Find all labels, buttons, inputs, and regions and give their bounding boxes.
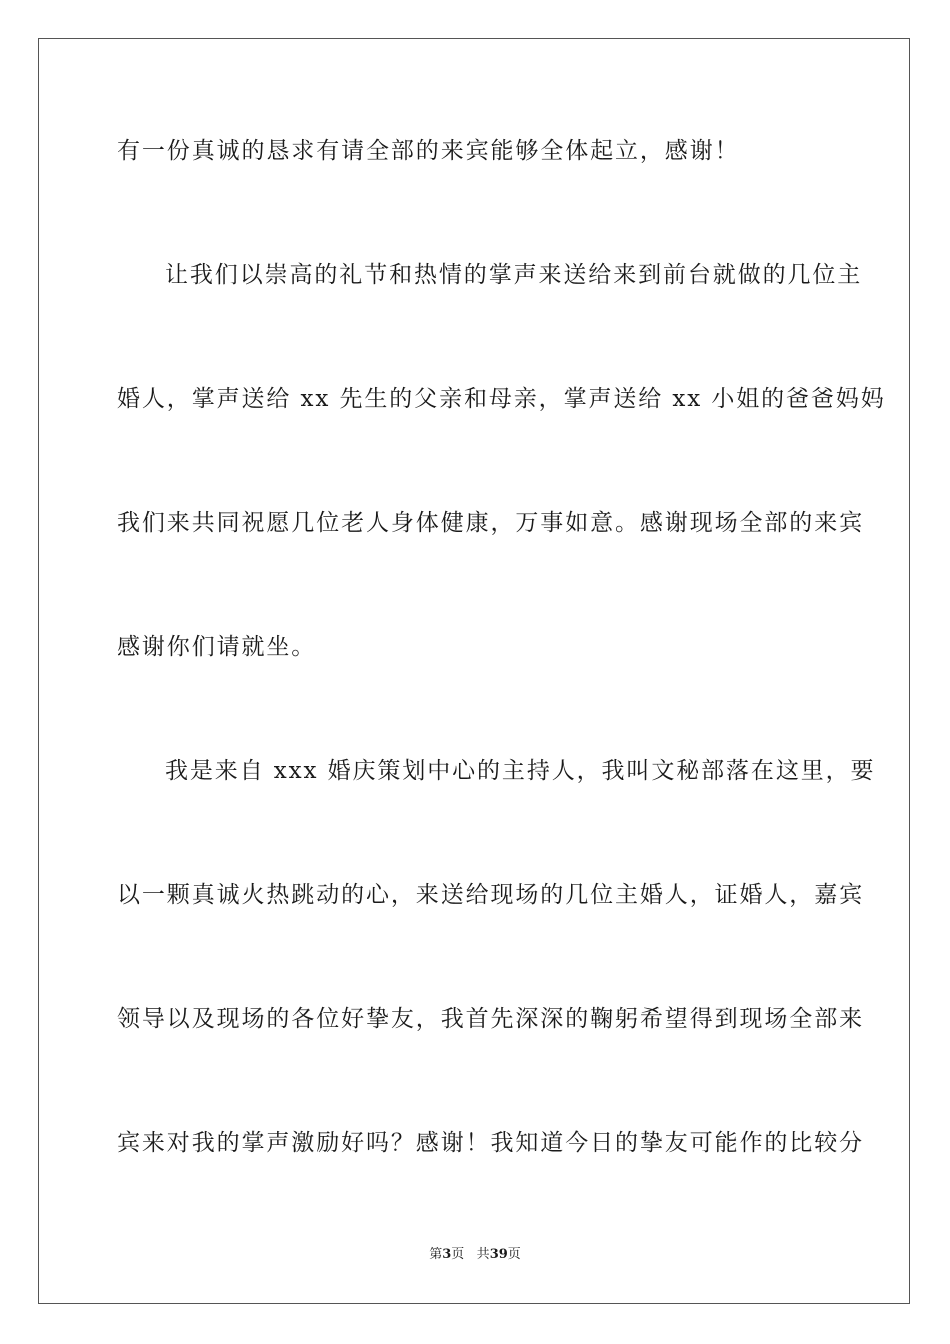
footer-page-number: 3: [442, 1247, 452, 1262]
text-line-4: 我们来共同祝愿几位老人身体健康，万事如意。感谢现场全部的来宾: [117, 510, 864, 536]
text-line-3: 婚人，掌声送给 xx 先生的父亲和母亲，掌声送给 xx 小姐的爸爸妈妈: [117, 386, 886, 412]
page-frame: [38, 38, 910, 1304]
footer-total-suffix: 页: [507, 1247, 521, 1262]
text-line-9: 宾来对我的掌声激励好吗？感谢！我知道今日的挚友可能作的比较分: [117, 1130, 864, 1156]
text-line-5: 感谢你们请就坐。: [117, 634, 317, 660]
footer-total-pages: 39: [489, 1247, 508, 1262]
text-line-6: 我是来自 xxx 婚庆策划中心的主持人，我叫文秘部落在这里，要: [165, 758, 876, 784]
footer-page-suffix: 页: [451, 1247, 465, 1262]
text-line-7: 以一颗真诚火热跳动的心，来送给现场的几位主婚人，证婚人，嘉宾: [117, 882, 864, 908]
text-line-8: 领导以及现场的各位好挚友，我首先深深的鞠躬希望得到现场全部来: [117, 1006, 864, 1032]
footer-total-prefix: 共: [476, 1247, 490, 1262]
footer-prefix: 第: [429, 1247, 443, 1262]
page-footer: [0, 1246, 950, 1264]
text-line-1: 有一份真诚的恳求有请全部的来宾能够全体起立，感谢！: [117, 138, 740, 164]
text-line-2: 让我们以崇高的礼节和热情的掌声来送给来到前台就做的几位主: [165, 262, 863, 288]
